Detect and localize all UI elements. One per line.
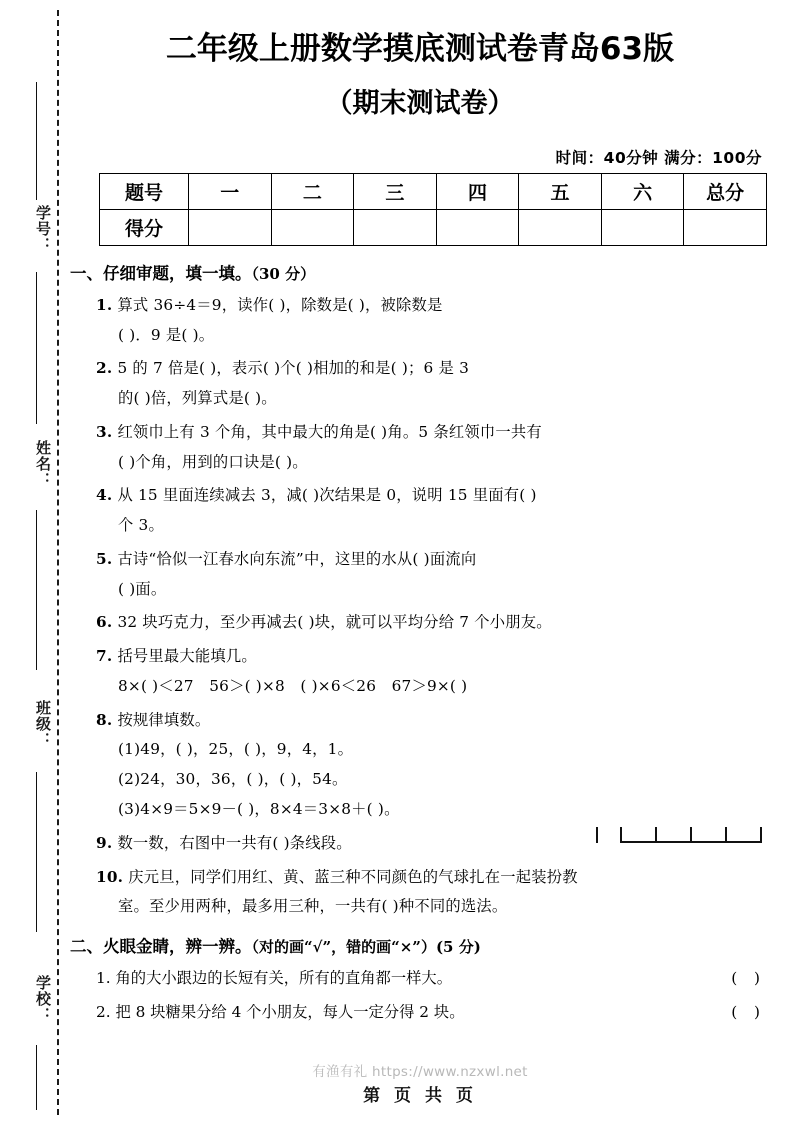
score-table-col-2: 三 [354, 173, 437, 209]
question-5-line-1: 古诗“恰似一江春水向东流”中，这里的水从( )面流向 [117, 549, 477, 568]
score-table-row-label-1: 得分 [100, 209, 189, 245]
question-5 [96, 547, 770, 572]
score-cell-3[interactable] [436, 209, 519, 245]
score-cell-2[interactable] [354, 209, 437, 245]
rail-rule-2 [36, 272, 37, 424]
score-table-col-5: 六 [601, 173, 684, 209]
watermark-text: 有渔有礼 https://www.nzxwl.net [312, 1064, 528, 1080]
question-6 [96, 610, 770, 635]
score-table-col-3: 四 [436, 173, 519, 209]
score-cell-1[interactable] [271, 209, 354, 245]
score-table-col-1: 二 [271, 173, 354, 209]
margin-label-student-id: 学号： [34, 205, 52, 253]
question-6-number: 6. [96, 613, 113, 632]
exam-sheet [70, 0, 770, 1122]
question-3-line-1: 红领巾上有 3 个角，其中最大的角是( )角。5 条红领巾一共有 [117, 422, 542, 441]
question-3 [96, 420, 770, 445]
segment-tick-5 [760, 827, 762, 843]
margin-label-school: 学校： [34, 975, 52, 1023]
question-3-number: 3. [96, 422, 113, 441]
question-1-number: 1. [96, 295, 113, 314]
section-2-title: 二、火眼金睛，辨一辨。 [70, 937, 252, 957]
question-10-number: 10. [96, 867, 124, 886]
table-row-scores [100, 209, 767, 245]
score-cell-6[interactable] [684, 209, 767, 245]
tf-answer-box-2[interactable]: ( ) [731, 1002, 766, 1021]
section-heading-1 [70, 260, 770, 284]
margin-label-class: 班级： [34, 700, 52, 748]
left-margin-rail [0, 0, 62, 1122]
section-heading-2 [70, 933, 770, 957]
question-9-number: 9. [96, 833, 113, 852]
question-9-line-1: 数一数，右图中一共有( )条线段。 [117, 833, 352, 852]
question-1-line-1: 算式 36÷4＝9，读作( )，除数是( )，被除数是 [117, 295, 443, 314]
section-2-points: （对的画“√”，错的画“×”）(5 分) [251, 938, 481, 957]
question-8-sub-1: (1)49，( )，25，( )，9，4，1。 [118, 740, 354, 759]
question-7-line-1: 括号里最大能填几。 [117, 647, 257, 666]
question-10-line-1: 庆元旦，同学们用红、黄、蓝三种不同颜色的气球扎在一起装扮教 [128, 867, 578, 886]
rail-rule-5 [36, 1045, 37, 1110]
segment-tick-1 [620, 827, 622, 843]
score-table-row-label-0: 题号 [100, 173, 189, 209]
rail-rule-4 [36, 772, 37, 932]
question-1-cont: ( )．9 是( )。 [118, 325, 215, 344]
tf-question-1-text: 角的大小跟边的长短有关，所有的直角都一样大。 [115, 969, 453, 988]
question-1 [96, 293, 770, 318]
score-table-col-4: 五 [519, 173, 602, 209]
question-8-sub-2: (2)24，30，36，( )，( )，54。 [118, 770, 348, 789]
question-10 [96, 865, 770, 890]
score-cell-5[interactable] [601, 209, 684, 245]
segment-tick-3 [596, 827, 598, 843]
score-table-col-0: 一 [189, 173, 272, 209]
margin-label-name: 姓名： [34, 440, 52, 488]
tf-question-1-number: 1. [96, 969, 111, 988]
question-4-line-1: 从 15 里面连续减去 3，减( )次结果是 0，说明 15 里面有( ) [117, 486, 537, 505]
page-number-footer: 第 页 共 页 [363, 1086, 477, 1106]
question-7-number: 7. [96, 647, 113, 666]
question-8-line-1: 按规律填数。 [117, 710, 211, 729]
tf-answer-box-1[interactable]: ( ) [731, 969, 766, 988]
line-segment-diagram-icon [620, 825, 762, 845]
section-1-points: （30 分） [251, 264, 316, 283]
question-2-cont: 的( )倍，列算式是( )。 [118, 389, 277, 408]
question-5-cont: ( )面。 [118, 579, 167, 598]
section-1-title: 一、仔细审题，填一填。 [70, 263, 252, 283]
page-title: 二年级上册数学摸底测试卷青岛63版 [165, 31, 675, 67]
question-2-number: 2. [96, 359, 113, 378]
segment-tick-4 [725, 827, 727, 843]
page-subtitle: （期末测试卷） [325, 87, 515, 119]
rail-rule-1 [36, 82, 37, 200]
question-8-number: 8. [96, 710, 113, 729]
question-8-sub-3: (3)4×9＝5×9－( )，8×4＝3×8＋( )。 [118, 800, 400, 818]
tf-question-2-number: 2. [96, 1002, 111, 1021]
segment-tick-2 [655, 827, 657, 843]
question-4-cont: 个 3。 [118, 516, 164, 535]
score-cell-0[interactable] [189, 209, 272, 245]
exam-meta: 时间：40分钟 满分：100分 [555, 148, 762, 167]
question-8 [96, 708, 770, 733]
tf-question-2-text: 把 8 块糖果分给 4 个小朋友，每人一定分得 2 块。 [115, 1002, 465, 1021]
question-2-line-1: 5 的 7 倍是( )，表示( )个( )相加的和是( )；6 是 3 [117, 359, 470, 378]
question-10-cont: 室。至少用两种，最多用三种，一共有( )种不同的选法。 [118, 897, 508, 916]
score-table [99, 173, 767, 246]
question-6-line-1: 32 块巧克力，至少再减去( )块，就可以平均分给 7 个小朋友。 [117, 613, 552, 632]
question-4-number: 4. [96, 486, 113, 505]
question-2 [96, 356, 770, 381]
table-row-header [100, 173, 767, 209]
sealing-dashed-line [57, 10, 59, 1115]
question-9 [96, 831, 770, 856]
score-table-col-6: 总分 [684, 173, 767, 209]
score-cell-4[interactable] [519, 209, 602, 245]
segment-tick-3b [690, 827, 692, 843]
rail-rule-3 [36, 510, 37, 670]
question-7 [96, 644, 770, 669]
question-4 [96, 483, 770, 508]
question-3-cont: ( )个角，用到的口诀是( )。 [118, 452, 308, 471]
question-5-number: 5. [96, 549, 113, 568]
tf-question-2 [96, 1000, 770, 1024]
tf-question-1 [96, 966, 770, 990]
question-7-expressions: 8×( )＜27 56＞( )×8 ( )×6＜26 67＞9×( ) [118, 676, 468, 695]
